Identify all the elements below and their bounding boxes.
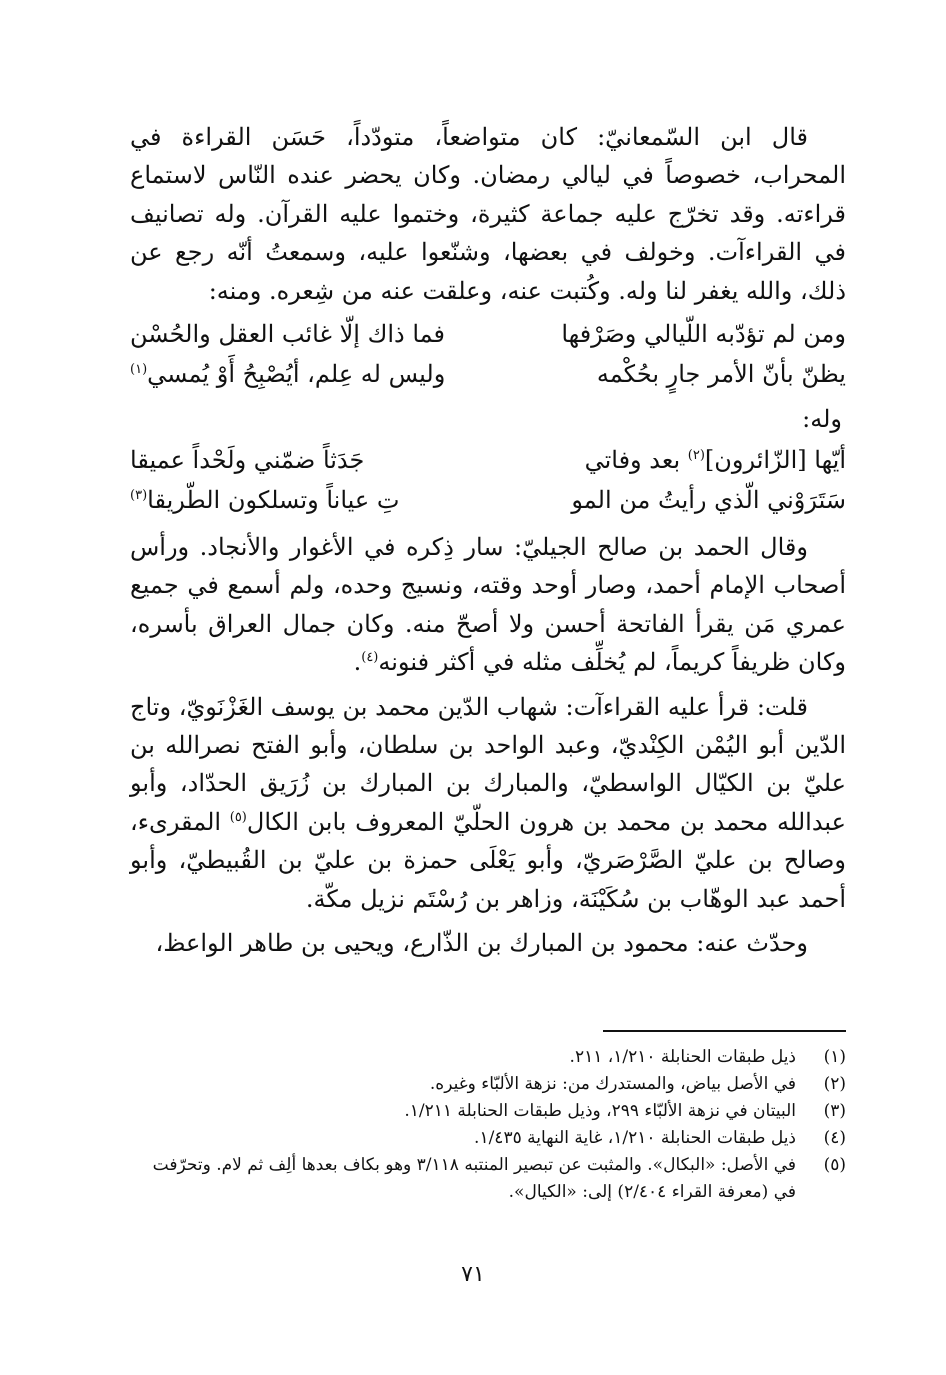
verse-hemistich-second [130, 354, 467, 394]
footnote-number: (٤) [823, 1128, 846, 1148]
verse-block-2 [130, 440, 846, 520]
footnote-item [128, 1152, 846, 1206]
footnote-marker: (٢) [687, 448, 705, 464]
footnote-divider [603, 1030, 846, 1032]
paragraph-text: المقرىء، وصالح بن عليّ الصَّرْصَريّ، وأبو يَعْلَى حمزة بن عليّ بن القُبيطيّ، وأبو أحمد عبد الوهّاب بن سُكَيْنَة، وزاهر بن رُسْتَم نزيل مكّة. [130, 807, 846, 913]
footnote-text: في الأصل بياض، والمستدرك من: نزهة الألبّاء وغيره. [429, 1074, 796, 1094]
footnote-marker: (٣) [130, 488, 148, 504]
footnote-item [128, 1125, 846, 1152]
paragraph-students [130, 688, 846, 918]
footnote-text: البيتان في نزهة الألبّاء ٢٩٩، وذيل طبقات الحنابلة ١/٢١١. [404, 1101, 796, 1121]
verse-text: تِ عياناً وتسلكون الطّريقا [147, 486, 400, 515]
footnote-marker: (٥) [229, 809, 247, 825]
footnote-marker: (١) [130, 362, 148, 378]
verse-line [130, 314, 846, 354]
footnote-text: في الأصل: «البكال». والمثبت عن تبصير المنتبه ٣/١١٨ وهو بكاف بعدها ألِف ثم لام. وتحرّفت في (معرفة القراء ٢/٤٠٤) إلى: «الكيال». [152, 1155, 796, 1202]
verse-text: وليس له عِلم، أيُصْبِحُ أَوْ يُمسي [147, 360, 446, 389]
footnote-item [128, 1098, 846, 1125]
verse-hemistich-second: فما ذاك إلّا غائب العقل والحُسْن [130, 320, 446, 349]
footnote-marker: (٤) [361, 650, 379, 666]
paragraph-text: قلت: قرأ عليه القراءآت: شهاب الدّين محمد بن يوسف الغَزْنَويّ، وتاج الدّين أبو اليُمْن الكِنْديّ، وعبد الواحد بن سلطان، وأبو الفتح نصرالله بن عليّ بن الكيّال الواسطيّ، والمبارك بن المبارك بن زُرَيق الحدّاد، وأبو عبدالله محمد بن محمد بن هرون الحلّيّ المعروف بابن الكال [130, 692, 846, 836]
verse-block-1 [130, 314, 846, 394]
paragraph-jili [130, 528, 846, 682]
footnote-number: (١) [823, 1047, 846, 1067]
verse-hemistich-first: سَتَرَوْني الّذي رأيتُ من المو [571, 486, 846, 515]
footnote-number: (٥) [823, 1155, 846, 1175]
verse-hemistich-first: ومن لم تؤدّبه اللّيالي وصَرْفها [561, 320, 846, 349]
verse-text: بعد وفاتي [584, 446, 688, 475]
paragraph-narrators: وحدّث عنه: محمود بن المبارك بن الذّارع، ويحيى بن طاهر الواعظ، [155, 929, 808, 958]
verse-text: أيّها [الزّائرون] [704, 446, 846, 475]
paragraph-ibn-samani: قال ابن السّمعانيّ: كان متواضعاً، متودّداً، حَسَن القراءة في المحراب، خصوصاً في ليالي رمضان. وكان يحضر عنده النّاس لاستماع قراءته. وقد تخرّج عليه جماعة كثيرة، وختموا عليه القرآن. وله تصانيف في القراءآت. وخولف في بعضها، وشنّعوا عليه، وسمعتُ أنّه رجع عن ذلك، والله يغفر لنا وله. وكُتبت عنه، وعلقت عنه من شِعره. ومنه: [130, 123, 846, 305]
verse-line [130, 354, 846, 394]
verse-hemistich-second: جَدَثاً ضمّني ولَحْداً عميقا [130, 446, 365, 475]
verse-hemistich-first: يظنّ بأنّ الأمر جارٍ بحُكْمه [596, 360, 846, 389]
footnote-text: ذيل طبقات الحنابلة ١/٢١٠، غاية النهاية ١/٤٣٥. [474, 1128, 796, 1148]
verse-hemistich-second [130, 480, 467, 520]
footnote-text: ذيل طبقات الحنابلة ١/٢١٠، ٢١١. [569, 1047, 796, 1067]
page-number: ٧١ [461, 1262, 485, 1287]
verse-line [130, 480, 846, 520]
footnote-number: (٣) [823, 1101, 846, 1121]
verse-line [130, 440, 846, 480]
verse-hemistich-first [509, 440, 846, 480]
verse-intro: وله: [802, 405, 842, 434]
footnote-item [128, 1044, 846, 1071]
footnotes [128, 1044, 846, 1206]
footnote-item [128, 1071, 846, 1098]
paragraph-text: وقال الحمد بن صالح الجيليّ: سار ذِكره في الأغوار والأنجاد. ورأس أصحاب الإمام أحمد، وصار أوحد وقته، ونسيج وحده، ولم أسمع في جميع عمري مَن يقرأ الفاتحة أحسن ولا أصحّ منه. وكان جمال العراق بأسره، وكان ظريفاً كريماً، لم يُخلِّف مثله في أكثر فنونه [130, 533, 846, 677]
main-text [130, 118, 846, 963]
paragraph-text: . [353, 648, 362, 677]
footnote-number: (٢) [823, 1074, 846, 1094]
